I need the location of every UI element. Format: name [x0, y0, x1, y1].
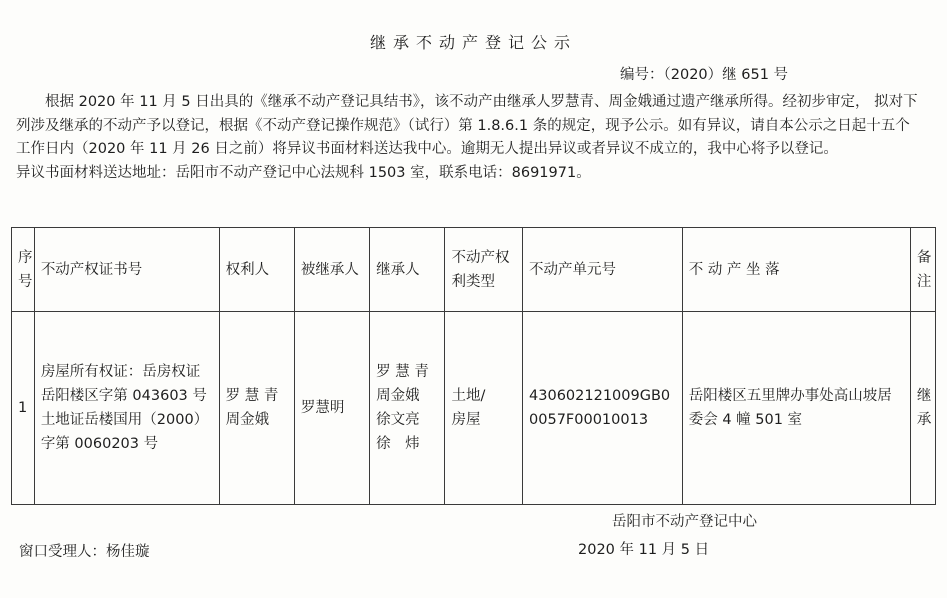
header-unit-no: 不动产单元号 — [523, 228, 683, 312]
signature-organization: 岳阳市不动产登记中心 — [612, 514, 757, 530]
registration-table — [11, 227, 936, 505]
cell-decedent: 罗慧明 — [294, 312, 369, 505]
header-decedent: 被继承人 — [294, 228, 369, 312]
header-location: 不 动 产 坐 落 — [682, 228, 910, 312]
cell-right-type: 土地/ 房屋 — [445, 312, 523, 505]
notice-body — [16, 91, 921, 185]
cell-cert-no: 房屋所有权证：岳房权证岳阳楼区字第 043603 号土地证岳楼国用（2000）字第 0060203 号 — [34, 312, 219, 505]
cell-heirs: 罗 慧 青 周金娥 徐文亮 徐 炜 — [370, 312, 445, 505]
header-seq: 序号 — [12, 228, 35, 312]
table-header-row — [12, 228, 936, 312]
cell-seq: 1 — [12, 312, 35, 505]
header-owner: 权利人 — [219, 228, 294, 312]
cell-remark: 继 承 — [910, 312, 935, 505]
cell-unit-no: 430602121009GB00057F00010013 — [523, 312, 683, 505]
header-heirs: 继承人 — [370, 228, 445, 312]
cell-location: 岳阳楼区五里牌办事处高山坡居委会 4 幢 501 室 — [682, 312, 910, 505]
notice-paragraph-address: 异议书面材料送达地址：岳阳市不动产登记中心法规科 1503 室，联系电话：8691971。 — [16, 164, 591, 181]
window-clerk: 窗口受理人：杨佳璇 — [19, 544, 150, 560]
header-right-type: 不动产权利类型 — [445, 228, 523, 312]
cell-owner: 罗 慧 青 周金娥 — [219, 312, 294, 505]
header-remark: 备注 — [910, 228, 935, 312]
table-row — [12, 312, 936, 505]
document-number: 编号：（2020）继 651 号 — [620, 67, 789, 83]
notice-title: 继承不动产登记公示 — [369, 33, 577, 52]
header-cert-no: 不动产权证书号 — [34, 228, 219, 312]
signature-date: 2020 年 11 月 5 日 — [578, 542, 710, 558]
notice-paragraph-main: 根据 2020 年 11 月 5 日出具的《继承不动产登记具结书》，该不动产由继承人罗慧青、周金娥通过遗产继承所得。经初步审定， 拟对下列涉及继承的不动产予以登记，根据《不动产登记操作规范》（试行）第 1.8.6.1 条的规定，现予公示。如有异议，请自本公示之日起十五个工作日内（2020 年 11 月 26 日之前）将异议书面材料送达我中心。逾期无人提出异议或者异议不成立的，我中心将予以登记。 — [16, 94, 918, 157]
